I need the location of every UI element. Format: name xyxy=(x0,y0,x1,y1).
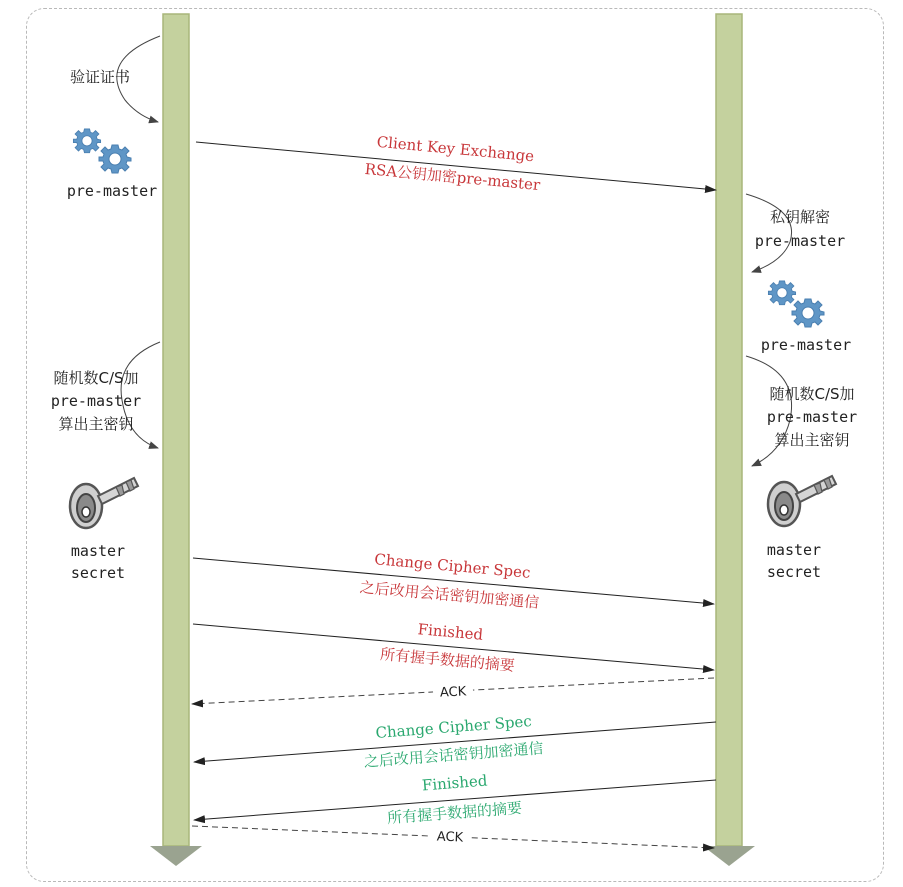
client-finished-label: Finished xyxy=(417,620,484,644)
server-random-line2: pre-master xyxy=(766,408,858,426)
ack1-label: ACK xyxy=(439,684,467,701)
server-change-cipher-sub: 之后改用会话密钥加密通信 xyxy=(363,739,545,771)
client-key-exchange-sub: RSA公钥加密pre-master xyxy=(363,159,541,195)
ack2-label: ACK xyxy=(436,829,464,846)
server-finished-sub: 所有握手数据的摘要 xyxy=(386,798,523,828)
client-pre-master-label: pre-master xyxy=(66,182,158,200)
server-decrypt-line2: pre-master xyxy=(754,232,846,250)
client-random-line1: 随机数C/S加 xyxy=(53,369,139,387)
client-finished-sub: 所有握手数据的摘要 xyxy=(379,645,516,675)
key-icon xyxy=(768,476,836,526)
server-decrypt-line1: 私钥解密 xyxy=(769,208,831,226)
server-change-cipher-label: Change Cipher Spec xyxy=(374,712,533,742)
server-pre-master-label: pre-master xyxy=(760,336,852,354)
gears-icon xyxy=(73,129,131,173)
server-random-line1: 随机数C/S加 xyxy=(769,385,855,403)
client-master-line2: secret xyxy=(70,564,126,582)
server-master-line1: master xyxy=(766,541,822,559)
server-lifeline xyxy=(703,14,755,866)
client-random-line3: 算出主密钥 xyxy=(58,415,134,433)
client-change-cipher-label: Change Cipher Spec xyxy=(373,550,532,582)
server-master-line2: secret xyxy=(766,563,822,581)
client-lifeline xyxy=(150,14,202,866)
server-finished-label: Finished xyxy=(421,771,488,795)
gears-icon xyxy=(768,281,824,327)
client-key-exchange-label: Client Key Exchange xyxy=(376,132,535,166)
client-random-line2: pre-master xyxy=(50,392,142,410)
client-verify-cert-label: 验证证书 xyxy=(69,68,131,86)
client-change-cipher-sub: 之后改用会话密钥加密通信 xyxy=(358,578,540,612)
client-master-line1: master xyxy=(70,542,126,560)
key-icon xyxy=(70,478,138,528)
server-random-line3: 算出主密钥 xyxy=(774,431,850,449)
